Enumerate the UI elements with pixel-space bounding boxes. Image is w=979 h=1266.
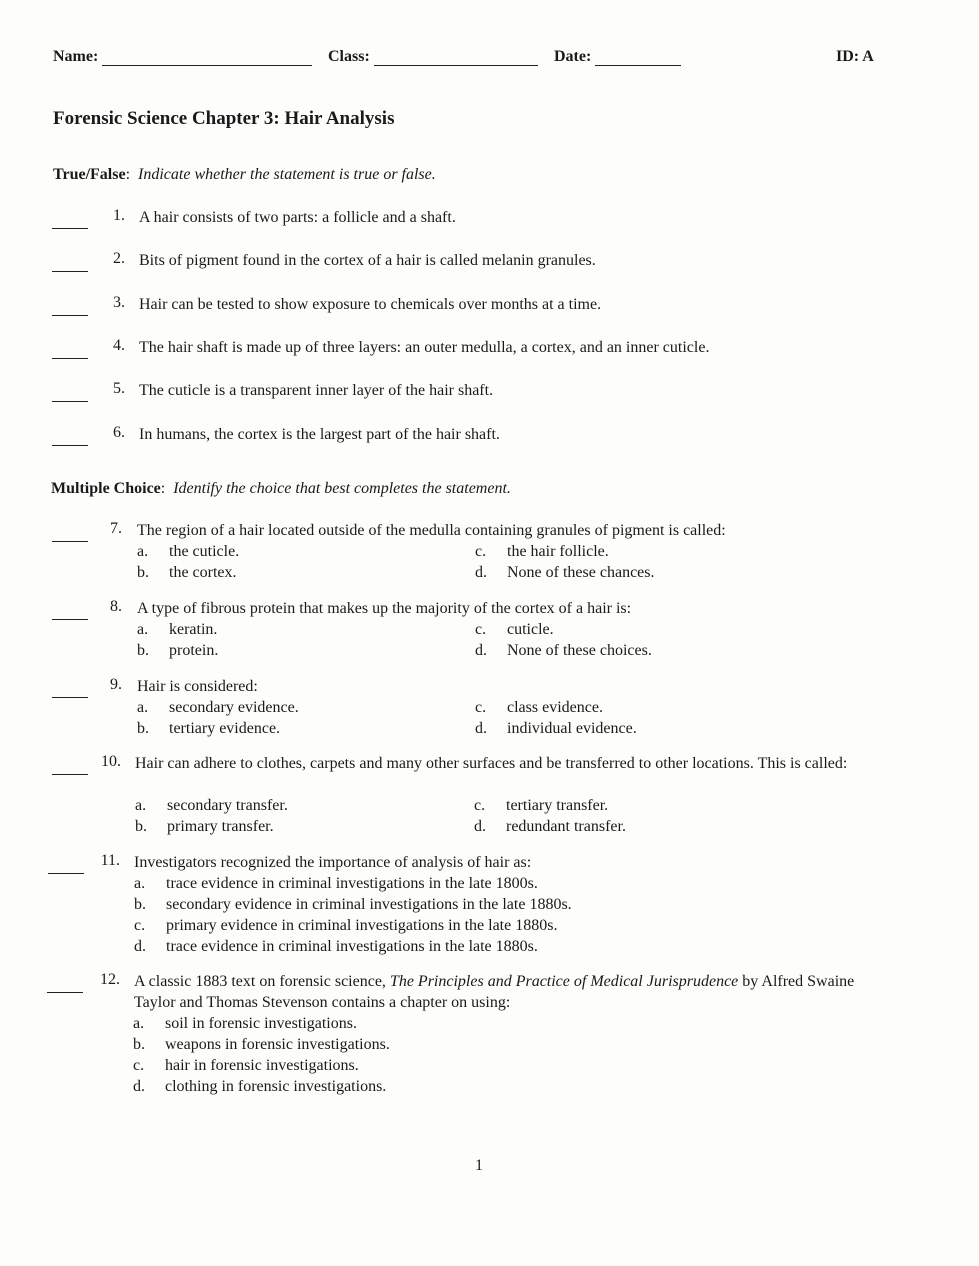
book-title: The Principles and Practice of Medical Jurisprudence: [389, 973, 739, 990]
option-letter: d.: [475, 642, 487, 659]
option-text: tertiary evidence.: [169, 720, 281, 737]
option-d: [133, 1076, 386, 1097]
question-number: 3.: [113, 294, 125, 311]
option-letter: d.: [133, 1078, 145, 1095]
option-text: protein.: [169, 642, 219, 659]
question-text: Hair can be tested to show exposure to chemicals over months at a time.: [139, 296, 602, 313]
option-text: None of these chances.: [507, 564, 655, 581]
question-number: 4.: [113, 337, 125, 354]
option-text: keratin.: [169, 621, 218, 638]
option-letter: a.: [137, 699, 149, 716]
option-text: soil in forensic investigations.: [165, 1015, 357, 1032]
option-c: [133, 1055, 359, 1076]
class-label: Class:: [328, 48, 370, 65]
question-text: The region of a hair located outside of the medulla containing granules of pigment is called:: [137, 522, 726, 539]
option-c: [475, 541, 609, 562]
page-number: 1: [475, 1157, 483, 1174]
option-letter: d.: [474, 818, 486, 835]
answer-blank[interactable]: [52, 773, 88, 775]
option-letter: a.: [134, 875, 146, 892]
option-d: [475, 562, 655, 583]
question-number: 11.: [100, 852, 120, 869]
answer-blank[interactable]: [52, 314, 88, 316]
question-number: 9.: [110, 676, 122, 693]
option-text: secondary transfer.: [167, 797, 288, 814]
date-field: [554, 48, 681, 66]
name-input-line[interactable]: [102, 49, 312, 66]
option-text: primary evidence in criminal investigations in the late 1880s.: [166, 917, 558, 934]
answer-blank[interactable]: [52, 696, 88, 698]
option-a: [134, 873, 538, 894]
option-text: trace evidence in criminal investigations in the late 1880s.: [166, 938, 538, 955]
option-text: primary transfer.: [167, 818, 274, 835]
option-text: trace evidence in criminal investigations in the late 1800s.: [166, 875, 538, 892]
question-text-lead: A classic 1883 text on forensic science,: [134, 973, 390, 990]
option-d: [475, 718, 637, 739]
option-a: [137, 697, 299, 718]
multiple-choice-instruction: Identify the choice that best completes the statement.: [173, 480, 511, 497]
option-letter: a.: [137, 621, 149, 638]
option-text: None of these choices.: [507, 642, 652, 659]
answer-blank[interactable]: [52, 357, 88, 359]
option-d: [134, 936, 538, 957]
option-d: [475, 640, 652, 661]
option-text: secondary evidence in criminal investigations in the late 1880s.: [166, 896, 572, 913]
answer-blank[interactable]: [52, 227, 88, 229]
option-text: tertiary transfer.: [506, 797, 609, 814]
answer-blank[interactable]: [52, 618, 88, 620]
option-text: weapons in forensic investigations.: [165, 1036, 390, 1053]
name-label: Name:: [53, 48, 99, 65]
option-c: [475, 619, 554, 640]
class-input-line[interactable]: [374, 49, 538, 66]
class-field: [328, 48, 538, 66]
date-label: Date:: [554, 48, 592, 65]
question-text: Hair is considered:: [137, 678, 258, 695]
option-b: [137, 640, 218, 661]
option-letter: b.: [137, 720, 149, 737]
option-letter: d.: [475, 720, 487, 737]
question-text: A hair consists of two parts: a follicle and a shaft.: [139, 209, 456, 226]
multiple-choice-label: Multiple Choice: [51, 480, 161, 497]
question-number: 12.: [100, 971, 120, 988]
option-a: [137, 541, 239, 562]
option-text: secondary evidence.: [169, 699, 299, 716]
true-false-label: True/False: [53, 166, 126, 183]
option-letter: c.: [134, 917, 146, 934]
option-letter: c.: [475, 543, 487, 560]
question-text: In humans, the cortex is the largest part of the hair shaft.: [139, 426, 500, 443]
multiple-choice-heading: Multiple Choice: Identify the choice that best completes the statement.: [51, 480, 511, 497]
option-a: [133, 1013, 357, 1034]
option-text: the cortex.: [169, 564, 237, 581]
date-input-line[interactable]: [595, 49, 681, 66]
question-number: 7.: [110, 520, 122, 537]
option-letter: c.: [475, 621, 487, 638]
option-text: individual evidence.: [507, 720, 637, 737]
option-text: redundant transfer.: [506, 818, 626, 835]
option-b: [134, 894, 572, 915]
answer-blank[interactable]: [52, 400, 88, 402]
option-letter: b.: [137, 642, 149, 659]
option-text: hair in forensic investigations.: [165, 1057, 359, 1074]
option-letter: d.: [475, 564, 487, 581]
question-text: A type of fibrous protein that makes up the majority of the cortex of a hair is:: [137, 600, 632, 617]
option-letter: c.: [475, 699, 487, 716]
option-text: cuticle.: [507, 621, 554, 638]
option-letter: c.: [474, 797, 486, 814]
answer-blank[interactable]: [52, 270, 88, 272]
option-a: [135, 795, 288, 816]
answer-blank[interactable]: [52, 444, 88, 446]
true-false-heading: True/False: Indicate whether the statement is true or false.: [53, 166, 436, 183]
option-d: [474, 816, 626, 837]
option-text: the hair follicle.: [507, 543, 609, 560]
question-text: The cuticle is a transparent inner layer of the hair shaft.: [139, 382, 494, 399]
option-text: clothing in forensic investigations.: [165, 1078, 387, 1095]
page-title: Forensic Science Chapter 3: Hair Analysis: [53, 108, 395, 129]
question-number: 6.: [113, 424, 125, 441]
answer-blank[interactable]: [47, 991, 83, 993]
question-text: Investigators recognized the importance of analysis of hair as:: [134, 854, 532, 871]
option-c: [134, 915, 557, 936]
option-letter: a.: [133, 1015, 145, 1032]
option-letter: a.: [135, 797, 147, 814]
answer-blank[interactable]: [52, 540, 88, 542]
option-letter: b.: [133, 1036, 145, 1053]
answer-blank[interactable]: [48, 872, 84, 874]
id-label: ID: A: [836, 48, 874, 65]
option-b: [137, 562, 237, 583]
option-text: the cuticle.: [169, 543, 240, 560]
name-field: [53, 48, 312, 66]
option-letter: c.: [133, 1057, 145, 1074]
question-number: 8.: [110, 598, 122, 615]
option-letter: d.: [134, 938, 146, 955]
option-b: [137, 718, 280, 739]
option-letter: a.: [137, 543, 149, 560]
question-number: 5.: [113, 380, 125, 397]
option-a: [137, 619, 217, 640]
option-c: [475, 697, 603, 718]
question-number: 2.: [113, 250, 125, 267]
question-text: [134, 971, 880, 1013]
question-number: 10.: [101, 753, 121, 770]
option-letter: b.: [137, 564, 149, 581]
true-false-instruction: Indicate whether the statement is true or false.: [138, 166, 436, 183]
question-text: Bits of pigment found in the cortex of a hair is called melanin granules.: [139, 252, 596, 269]
question-text-tail: by Alfred Swaine Taylor and Thomas Stevenson contains a chapter on using:: [134, 973, 855, 1011]
option-letter: b.: [135, 818, 147, 835]
option-b: [133, 1034, 390, 1055]
question-text: Hair can adhere to clothes, carpets and many other surfaces and be transferred to other locations. This is called:: [135, 755, 848, 772]
option-letter: b.: [134, 896, 146, 913]
option-b: [135, 816, 274, 837]
question-number: 1.: [113, 207, 125, 224]
option-c: [474, 795, 608, 816]
option-text: class evidence.: [507, 699, 603, 716]
question-text: The hair shaft is made up of three layers: an outer medulla, a cortex, and an inner cuticle.: [139, 339, 710, 356]
